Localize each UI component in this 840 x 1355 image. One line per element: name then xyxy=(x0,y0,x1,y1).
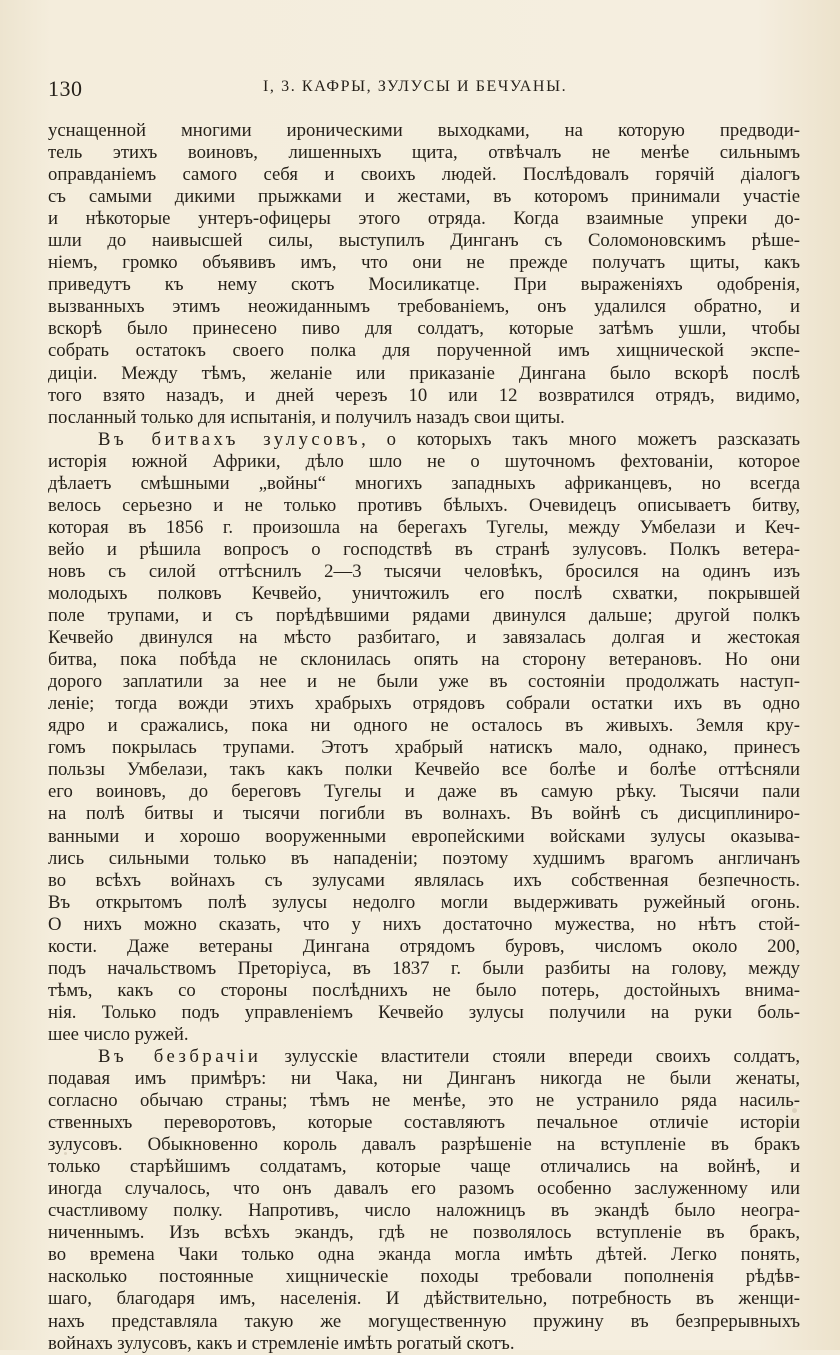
line-text: зулусскіе властители стояли впереди своихъ солдатъ, xyxy=(261,1045,800,1067)
text-line: шаго, благодаря имъ, населенія. И дѣйствительно, потребность въ женщи- xyxy=(48,1288,800,1310)
text-line: Кечвейо двинулся на мѣсто разбитаго, и завязалась долгая и жестокая xyxy=(48,627,800,649)
text-line: подъ начальствомъ Преторіуса, въ 1837 г. были разбиты на голову, между xyxy=(48,957,800,979)
text-line: дорого заплатили за нее и не были уже въ состояніи продолжать наступ- xyxy=(48,671,800,693)
body-text xyxy=(48,120,800,1355)
text-line: тель этихъ воиновъ, лишенныхъ щита, отвѣчалъ не менѣе сильнымъ xyxy=(48,142,800,164)
page-number: 130 xyxy=(48,76,83,101)
text-line: вейо и рѣшила вопросъ о господствѣ въ странѣ зулусовъ. Полкъ ветера- xyxy=(48,538,800,560)
text-line: нія. Только подъ управленіемъ Кечвейо зулусы получили на руки боль- xyxy=(48,1001,800,1023)
text-line: только старѣйшимъ солдатамъ, которые чаще отличались на войнѣ, и xyxy=(48,1156,800,1178)
text-line: ніемъ, громко объявивъ имъ, что они не прежде получатъ щиты, какъ xyxy=(48,252,800,274)
text-line xyxy=(48,1046,800,1068)
text-line: леніе; тогда вожди этихъ храбрыхъ отрядовъ собрали остатки ихъ въ одно xyxy=(48,693,800,715)
text-line: ядро и сражались, пока ни одного не осталось въ живыхъ. Земля кру- xyxy=(48,715,800,737)
text-line: посланный только для испытанія, и получилъ назадъ свои щиты. xyxy=(48,406,565,428)
text-line: уснащенной многими ироническими выходками, на которую предводи- xyxy=(48,120,800,141)
text-line: дѣлаетъ смѣшными „войны“ многихъ западныхъ африканцевъ, но всегда xyxy=(48,472,800,494)
text-line: ванными и хорошо вооруженными европейскими войсками зулусы оказыва- xyxy=(48,825,800,847)
paragraph-lead: Въ битвахъ зулусовъ xyxy=(98,428,362,450)
text-line: вскорѣ было принесено пиво для солдатъ, которые затѣмъ ушли, чтобы xyxy=(48,318,800,340)
text-line: Въ открытомъ полѣ зулусы недолго могли выдерживать ружейный огонь. xyxy=(48,891,800,913)
text-line: диціи. Между тѣмъ, желаніе или приказаніе Дингана было вскорѣ послѣ xyxy=(48,362,800,384)
paragraph xyxy=(48,1046,800,1355)
text-line: поле трупами, и съ порѣдѣвшими рядами двинулся дальше; другой полкъ xyxy=(48,605,800,627)
paragraph xyxy=(48,429,800,1046)
text-line: приведутъ къ нему скотъ Мосиликатце. При выраженіяхъ одобренія, xyxy=(48,274,800,296)
text-line: того взято назадъ, и дней черезъ 10 или 12 возвратился отрядъ, видимо, xyxy=(48,384,800,406)
text-line: лись сильными только въ нападеніи; поэтому худшимъ врагомъ англичанъ xyxy=(48,847,800,869)
text-line: которая въ 1856 г. произошла на берегахъ Тугелы, между Умбелази и Кеч- xyxy=(48,516,800,538)
text-line: ниченнымъ. Изъ всѣхъ экандъ, гдѣ не позволялось вступленіе въ бракъ, xyxy=(48,1222,800,1244)
text-line: шее число ружей. xyxy=(48,1023,189,1045)
text-line: войнахъ зулусовъ, какъ и стремленіе имѣть рогатый скотъ. xyxy=(48,1332,515,1354)
text-line: ственныхъ переворотовъ, которые составляютъ печальное отличіе исторіи xyxy=(48,1112,800,1134)
text-line: новъ съ силой оттѣснилъ 2—3 тысячи человѣкъ, бросился на одинъ изъ xyxy=(48,560,800,582)
text-line: оправданіемъ самого себя и своихъ людей. Послѣдовалъ горячій діалогъ xyxy=(48,164,800,186)
paragraph-lead: Въ безбрачіи xyxy=(98,1045,262,1067)
text-line: на полѣ битвы и тысячи погибли въ волнахъ. Въ войнѣ съ дисциплиниро- xyxy=(48,803,800,825)
text-line: молодыхъ полковъ Кечвейо, уничтожилъ его послѣ схватки, покрывшей xyxy=(48,582,800,604)
text-line: пользы Умбелази, такъ какъ полки Кечвейо все болѣе и болѣе оттѣсняли xyxy=(48,759,800,781)
text-line: и нѣкоторые унтеръ-офицеры этого отряда. Когда взаимные упреки до- xyxy=(48,208,800,230)
text-line: иногда случалось, что онъ давалъ его разомъ особенно заслуженному или xyxy=(48,1178,800,1200)
text-line: во времена Чаки только одна эканда могла имѣть дѣтей. Легко понять, xyxy=(48,1244,800,1266)
text-line: нахъ представляла такую же могущественную пружину въ безпрерывныхъ xyxy=(48,1310,800,1332)
text-line xyxy=(48,429,800,451)
text-line: съ самыми дикими прыжками и жестами, въ которомъ принимали участіе xyxy=(48,186,800,208)
text-line: битва, пока побѣда не склонилась опять на сторону ветерановъ. Но они xyxy=(48,649,800,671)
text-line: гомъ покрылась трупами. Этотъ храбрый натискъ мало, однако, принесъ xyxy=(48,737,800,759)
text-line: во всѣхъ войнахъ съ зулусами являлась ихъ собственная безпечность. xyxy=(48,869,800,891)
text-line: исторія южной Африки, дѣло шло не о шуточномъ фехтованіи, которое xyxy=(48,450,800,472)
page-header xyxy=(48,74,792,100)
running-head: I, 3. КАФРЫ, ЗУЛУСЫ И БЕЧУАНЫ. xyxy=(263,78,568,95)
text-line: зулусовъ. Обыкновенно король давалъ разрѣшеніе на вступленіе въ бракъ xyxy=(48,1134,800,1156)
text-line: О нихъ можно сказать, что у нихъ достаточно мужества, но нѣтъ стой- xyxy=(48,913,800,935)
paragraph xyxy=(48,120,800,429)
text-line: тѣмъ, какъ со стороны послѣднихъ не было потерь, достойныхъ внима- xyxy=(48,979,800,1001)
text-line: шли до наивысшей силы, выступилъ Динганъ съ Соломоновскимъ рѣше- xyxy=(48,230,800,252)
text-line: кости. Даже ветераны Дингана отрядомъ буровъ, числомъ около 200, xyxy=(48,935,800,957)
text-line: собрать остатокъ своего полка для порученной имъ хищнической экспе- xyxy=(48,340,800,362)
line-text: , о которыхъ такъ много можетъ разсказать xyxy=(361,428,800,450)
text-line: его воиновъ, до береговъ Тугелы и даже въ самую рѣку. Тысячи пали xyxy=(48,781,800,803)
text-line: велось серьезно и не только противъ бѣлыхъ. Очевидецъ описываетъ битву, xyxy=(48,494,800,516)
text-line: согласно обычаю страны; тѣмъ не менѣе, это не устранило ряда насиль- xyxy=(48,1090,800,1112)
text-line: вызванныхъ этимъ неожиданнымъ требованіемъ, онъ удалился обратно, и xyxy=(48,296,800,318)
text-line: счастливому полку. Напротивъ, число наложницъ въ экандѣ было неогра- xyxy=(48,1200,800,1222)
text-line: насколько постоянные хищническіе походы требовали пополненія рѣдѣв- xyxy=(48,1266,800,1288)
text-line: подавая имъ примѣръ: ни Чака, ни Динганъ никогда не были женаты, xyxy=(48,1068,800,1090)
